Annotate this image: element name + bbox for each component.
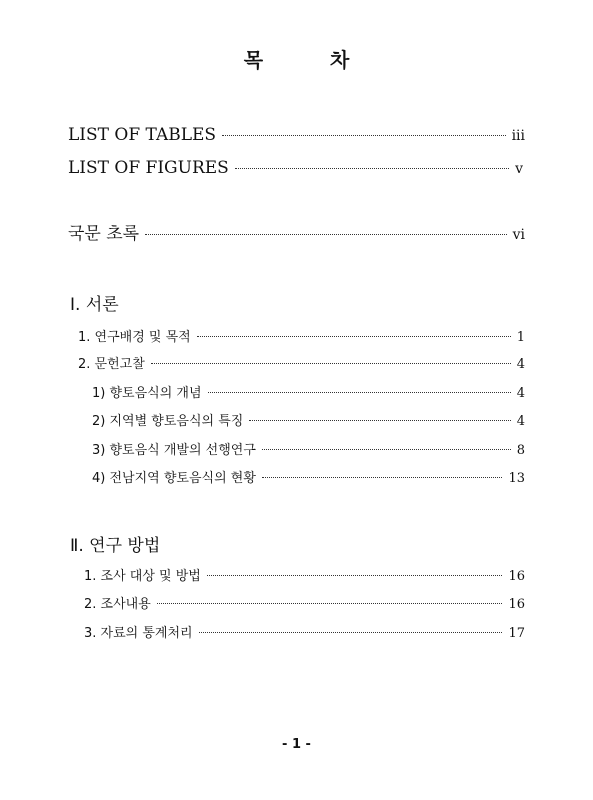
toc-entry[interactable] bbox=[84, 593, 525, 612]
toc-page: v bbox=[515, 161, 523, 177]
page-title: 목 차 bbox=[243, 48, 380, 72]
dot-leader bbox=[145, 234, 507, 235]
toc-page: 16 bbox=[508, 569, 525, 584]
toc-entry-abstract[interactable] bbox=[68, 219, 525, 244]
toc-page: 17 bbox=[508, 626, 525, 641]
toc-label: LIST OF FIGURES bbox=[68, 158, 229, 178]
dot-leader bbox=[157, 603, 503, 604]
toc-entry-list-of-tables[interactable] bbox=[68, 125, 525, 145]
toc-label: 4) 전남지역 향토음식의 현황 bbox=[92, 471, 256, 486]
dot-leader bbox=[151, 363, 511, 364]
toc-label: 2. 문헌고찰 bbox=[78, 357, 145, 372]
toc-label: 1. 조사 대상 및 방법 bbox=[84, 569, 201, 584]
dot-leader bbox=[235, 168, 509, 169]
toc-entry[interactable] bbox=[84, 622, 525, 641]
toc-entry[interactable] bbox=[92, 439, 525, 458]
toc-page: vi bbox=[512, 227, 525, 243]
toc-page: 1 bbox=[516, 330, 525, 345]
toc-label: 3) 향토음식 개발의 선행연구 bbox=[92, 443, 256, 458]
dot-leader bbox=[222, 135, 506, 136]
chapter-heading-1[interactable]: Ⅰ. 서론 bbox=[70, 295, 119, 315]
toc-entry[interactable] bbox=[92, 410, 525, 429]
dot-leader bbox=[199, 632, 503, 633]
toc-page: 16 bbox=[508, 597, 525, 612]
dot-leader bbox=[262, 477, 503, 478]
toc-label: 2. 조사내용 bbox=[84, 597, 151, 612]
toc-label: LIST OF TABLES bbox=[68, 125, 217, 145]
toc-label: 국문 초록 bbox=[68, 224, 140, 244]
dot-leader bbox=[262, 449, 511, 450]
toc-page: iii bbox=[511, 128, 525, 144]
toc-entry[interactable] bbox=[92, 382, 525, 401]
toc-page: 8 bbox=[516, 443, 525, 458]
toc-entry[interactable] bbox=[78, 353, 525, 372]
toc-entry[interactable] bbox=[92, 467, 525, 486]
toc-label: 2) 지역별 향토음식의 특징 bbox=[92, 414, 244, 429]
dot-leader bbox=[197, 336, 511, 337]
toc-page: 4 bbox=[516, 357, 525, 372]
toc-label: 3. 자료의 통계처리 bbox=[84, 626, 193, 641]
chapter-heading-2[interactable]: Ⅱ. 연구 방법 bbox=[70, 536, 161, 556]
toc-page: 4 bbox=[516, 414, 525, 429]
dot-leader bbox=[249, 420, 510, 421]
dot-leader bbox=[208, 392, 511, 393]
toc-page: 4 bbox=[516, 386, 525, 401]
toc-entry-list-of-figures[interactable] bbox=[68, 158, 523, 178]
dot-leader bbox=[207, 575, 503, 576]
toc-page: 13 bbox=[508, 471, 525, 486]
toc-entry[interactable] bbox=[78, 326, 525, 345]
page-number: - 1 - bbox=[282, 737, 311, 752]
toc-label: 1. 연구배경 및 목적 bbox=[78, 330, 191, 345]
toc-entry[interactable] bbox=[84, 565, 525, 584]
toc-label: 1) 향토음식의 개념 bbox=[92, 386, 202, 401]
